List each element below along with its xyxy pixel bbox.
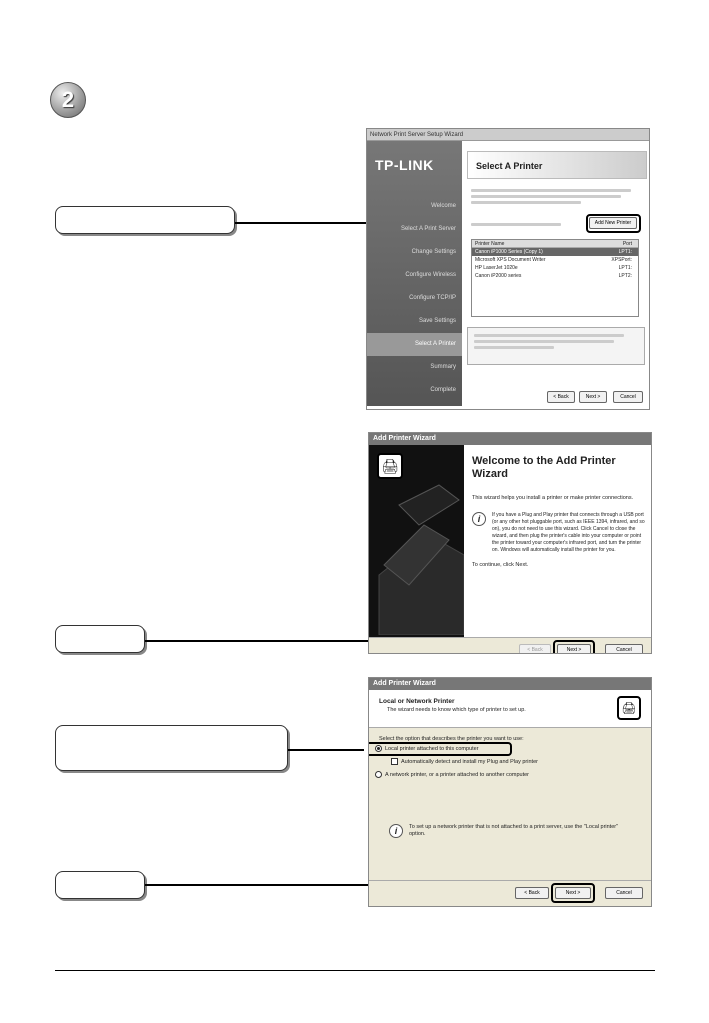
- step-number-badge: 2: [50, 82, 86, 118]
- wizard-nav-item: Select A Print Server: [400, 226, 456, 232]
- window-title: Add Printer Wizard: [369, 678, 651, 690]
- back-button[interactable]: < Back: [519, 644, 551, 654]
- plug-and-play-note: If you have a Plug and Play printer that connects through a USB port (or any other hot pluggable port, such as IEEE 1394, infrared, and so on), you do not need to use this wizard. Click Cancel to close the wizard, and then plug the printer's cable into your computer or point the printer toward your computer's infrared port, and turn the printer on. Windows will automatically install the printer for you.: [492, 512, 645, 553]
- options-panel: [369, 728, 652, 880]
- tp-link-logo: TP-LINK: [375, 157, 434, 173]
- button-bar: [369, 880, 652, 906]
- printer-row[interactable]: [472, 248, 638, 256]
- page-header: Select A Printer: [467, 151, 647, 179]
- network-printer-label: A network printer, or a printer attached to another computer: [385, 771, 529, 778]
- printer-row[interactable]: [472, 264, 638, 272]
- cancel-button[interactable]: Cancel: [605, 887, 643, 899]
- printer-list[interactable]: [471, 239, 639, 317]
- auto-detect-checkbox[interactable]: [391, 758, 398, 765]
- printer-name: HP LaserJet 1020e: [475, 265, 518, 271]
- callout-next-welcome: [55, 625, 145, 653]
- button-bar: [369, 637, 652, 654]
- wizard-nav-item: Change Settings: [411, 249, 456, 255]
- callout-next-local: [55, 871, 145, 899]
- cancel-button[interactable]: Cancel: [613, 391, 643, 403]
- info-icon: i: [389, 824, 403, 838]
- leader-line-local-printer: [288, 749, 364, 751]
- screenshot-select-printer: [366, 128, 650, 410]
- wizard-sidebar-art: [369, 445, 464, 637]
- network-printer-radio[interactable]: [375, 771, 382, 778]
- network-printer-option[interactable]: [375, 771, 529, 778]
- wizard-nav-item: Save Settings: [418, 318, 456, 324]
- printer-port: LPT1:: [618, 265, 632, 271]
- local-printer-label: Local printer attached to this computer: [385, 745, 479, 752]
- wizard-nav-item: Select A Printer: [367, 333, 462, 356]
- back-button[interactable]: < Back: [547, 391, 575, 403]
- back-button[interactable]: < Back: [515, 887, 549, 899]
- wizard-nav-item: Welcome: [431, 203, 456, 209]
- wizard-nav-item: Configure Wireless: [405, 272, 456, 278]
- auto-detect-label: Automatically detect and install my Plug and Play printer: [401, 758, 538, 765]
- network-hint: To set up a network printer that is not attached to a print server, use the "Local printer" option.: [409, 824, 619, 837]
- highlight-add-button: [586, 214, 641, 233]
- next-button[interactable]: Next >: [555, 887, 591, 899]
- highlight-local-printer: [368, 742, 512, 756]
- wizard-nav-item: Configure TCP/IP: [409, 295, 456, 301]
- printer-port: LPT2:: [618, 273, 632, 279]
- next-button[interactable]: Next >: [557, 644, 591, 654]
- screenshot-add-printer-welcome: [368, 432, 652, 654]
- printer-row[interactable]: [472, 256, 638, 264]
- text-line: [471, 195, 621, 198]
- auto-detect-option[interactable]: [391, 758, 538, 765]
- window-title: Network Print Server Setup Wizard: [367, 129, 649, 141]
- highlight-next-button: [551, 883, 595, 903]
- printer-name: Canon iP2000 series: [475, 273, 522, 279]
- printer-illustration: [369, 445, 464, 635]
- wizard-sidebar: [367, 141, 462, 406]
- welcome-heading: Welcome to the Add Printer Wizard: [472, 455, 616, 480]
- printer-name: Microsoft XPS Document Writer: [475, 257, 546, 263]
- highlight-next-button: [553, 640, 595, 654]
- callout-add-printer: [55, 206, 235, 234]
- screenshot-local-or-network: [368, 677, 652, 907]
- cancel-button[interactable]: Cancel: [605, 644, 643, 654]
- printer-name: Canon iP1000 Series (Copy 1): [475, 249, 543, 255]
- printer-icon: 🖨: [377, 453, 403, 479]
- callout-local-printer: [55, 725, 288, 771]
- wizard-nav-item: Complete: [430, 387, 456, 393]
- page-subheading: The wizard needs to know which type of printer to set up.: [387, 707, 526, 713]
- printer-port: LPT1:: [618, 249, 632, 255]
- list-header: Printer Name Port: [472, 240, 638, 248]
- welcome-intro: This wizard helps you install a printer or make printer connections.: [472, 495, 634, 501]
- info-box: [467, 327, 645, 365]
- text-line: [471, 223, 561, 226]
- text-line: [471, 189, 631, 192]
- next-button[interactable]: Next >: [579, 391, 607, 403]
- info-icon: i: [472, 512, 486, 526]
- footer-rule: [55, 970, 655, 971]
- page-heading: Local or Network Printer: [379, 698, 455, 705]
- welcome-content: [464, 445, 652, 637]
- window-title: Add Printer Wizard: [369, 433, 651, 445]
- add-new-printer-button[interactable]: Add New Printer: [589, 217, 637, 229]
- page-header: [369, 690, 652, 728]
- printer-icon: 🖨: [617, 696, 641, 720]
- printer-port: XPSPort:: [611, 257, 632, 263]
- text-line: [471, 201, 581, 204]
- continue-text: To continue, click Next.: [472, 562, 529, 568]
- select-prompt: Select the option that describes the printer you want to use:: [379, 736, 524, 742]
- wizard-nav-item: Summary: [430, 364, 456, 370]
- printer-row[interactable]: [472, 272, 638, 280]
